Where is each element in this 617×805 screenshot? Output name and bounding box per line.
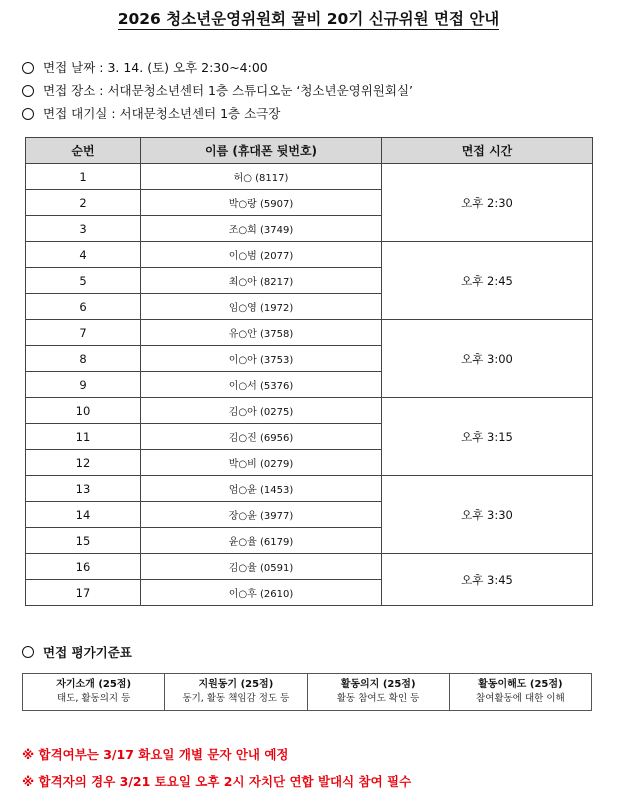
circle-bullet-icon: [22, 85, 34, 97]
info-place-label: 면접 장소: [43, 83, 96, 98]
row-number: 9: [26, 372, 141, 398]
row-number: 10: [26, 398, 141, 424]
row-name: 윤○율 (6179): [141, 528, 382, 554]
notice-section: [22, 741, 411, 795]
criterion-self-intro: [23, 674, 165, 711]
row-name: 김○아 (0275): [141, 398, 382, 424]
row-name: 이○후 (2610): [141, 580, 382, 606]
criterion-title: 자기소개 (25점): [56, 679, 132, 690]
row-name: 이○아 (3753): [141, 346, 382, 372]
row-number: 17: [26, 580, 141, 606]
row-name: 최○아 (8217): [141, 268, 382, 294]
row-name: 조○희 (3749): [141, 216, 382, 242]
criterion-title: 지원동기 (25점): [198, 679, 274, 690]
table-row: [26, 554, 593, 580]
schedule-table: [25, 137, 593, 606]
table-row: [26, 164, 593, 190]
header-name: 이름 (휴대폰 뒷번호): [141, 138, 382, 164]
info-place-row: 면접 장소 : 서대문청소년센터 1층 스튜디오눈 ‘청소년운영위원회실’: [22, 79, 413, 102]
page-title: [0, 8, 617, 30]
circle-bullet-icon: [22, 646, 34, 658]
time-slot: 오후 3:00: [382, 320, 593, 398]
notice-ceremony: ※ 합격자의 경우 3/21 토요일 오후 2시 자치단 연합 발대식 참여 필수: [22, 774, 412, 789]
header-order: 순번: [26, 138, 141, 164]
row-number: 12: [26, 450, 141, 476]
table-row: [26, 476, 593, 502]
row-number: 8: [26, 346, 141, 372]
row-name: 임○영 (1972): [141, 294, 382, 320]
criterion-desc: 참여활동에 대한 이해: [476, 693, 565, 704]
row-name: 이○범 (2077): [141, 242, 382, 268]
table-header-row: [26, 138, 593, 164]
row-name: 김○율 (0591): [141, 554, 382, 580]
table-row: [26, 320, 593, 346]
evaluation-heading: [22, 643, 132, 661]
time-slot: 오후 2:45: [382, 242, 593, 320]
info-date-row: 면접 날짜 : 3. 14. (토) 오후 2:30~4:00: [22, 56, 413, 79]
notice-result: ※ 합격여부는 3/17 화요일 개별 문자 안내 예정: [22, 747, 289, 762]
circle-bullet-icon: [22, 62, 34, 74]
evaluation-heading-text: 면접 평가기준표: [43, 645, 132, 660]
info-waiting-label: 면접 대기실: [43, 106, 108, 121]
time-slot: 오후 3:45: [382, 554, 593, 606]
criterion-desc: 활동 참여도 확인 등: [336, 693, 420, 704]
row-name: 김○진 (6956): [141, 424, 382, 450]
criterion-title: 활동이해도 (25점): [478, 679, 563, 690]
info-place-value: 서대문청소년센터 1층 스튜디오눈 ‘청소년운영위원회실’: [107, 83, 413, 98]
row-name: 유○안 (3758): [141, 320, 382, 346]
row-number: 3: [26, 216, 141, 242]
criterion-title: 활동의지 (25점): [340, 679, 416, 690]
row-number: 5: [26, 268, 141, 294]
info-date-label: 면접 날짜: [43, 60, 96, 75]
criterion-motivation: [165, 674, 307, 711]
interview-info: [22, 56, 413, 125]
row-name: 장○윤 (3977): [141, 502, 382, 528]
row-number: 15: [26, 528, 141, 554]
circle-bullet-icon: [22, 108, 34, 120]
time-slot: 오후 2:30: [382, 164, 593, 242]
info-waiting-value: 서대문청소년센터 1층 소극장: [119, 106, 281, 121]
evaluation-table: [22, 673, 592, 711]
row-name: 박○비 (0279): [141, 450, 382, 476]
row-number: 1: [26, 164, 141, 190]
row-name: 엄○윤 (1453): [141, 476, 382, 502]
info-date-value: 3. 14. (토) 오후 2:30~4:00: [107, 60, 268, 75]
row-number: 4: [26, 242, 141, 268]
row-number: 14: [26, 502, 141, 528]
criterion-desc: 태도, 활동의지 등: [56, 693, 131, 704]
page-title-text: 2026 청소년운영위원회 꿀비 20기 신규위원 면접 안내: [117, 10, 500, 28]
info-waiting-row: 면접 대기실 : 서대문청소년센터 1층 소극장: [22, 102, 413, 125]
criterion-understanding: [449, 674, 591, 711]
row-name: 허○ (8117): [141, 164, 382, 190]
row-number: 16: [26, 554, 141, 580]
row-name: 박○랑 (5907): [141, 190, 382, 216]
evaluation-row: [23, 674, 592, 711]
row-number: 6: [26, 294, 141, 320]
row-number: 7: [26, 320, 141, 346]
time-slot: 오후 3:15: [382, 398, 593, 476]
row-number: 2: [26, 190, 141, 216]
row-number: 11: [26, 424, 141, 450]
table-row: [26, 398, 593, 424]
row-name: 이○서 (5376): [141, 372, 382, 398]
criterion-desc: 동기, 활동 책임감 정도 등: [182, 693, 290, 704]
header-time: 면접 시간: [382, 138, 593, 164]
row-number: 13: [26, 476, 141, 502]
time-slot: 오후 3:30: [382, 476, 593, 554]
criterion-will: [307, 674, 449, 711]
table-row: [26, 242, 593, 268]
